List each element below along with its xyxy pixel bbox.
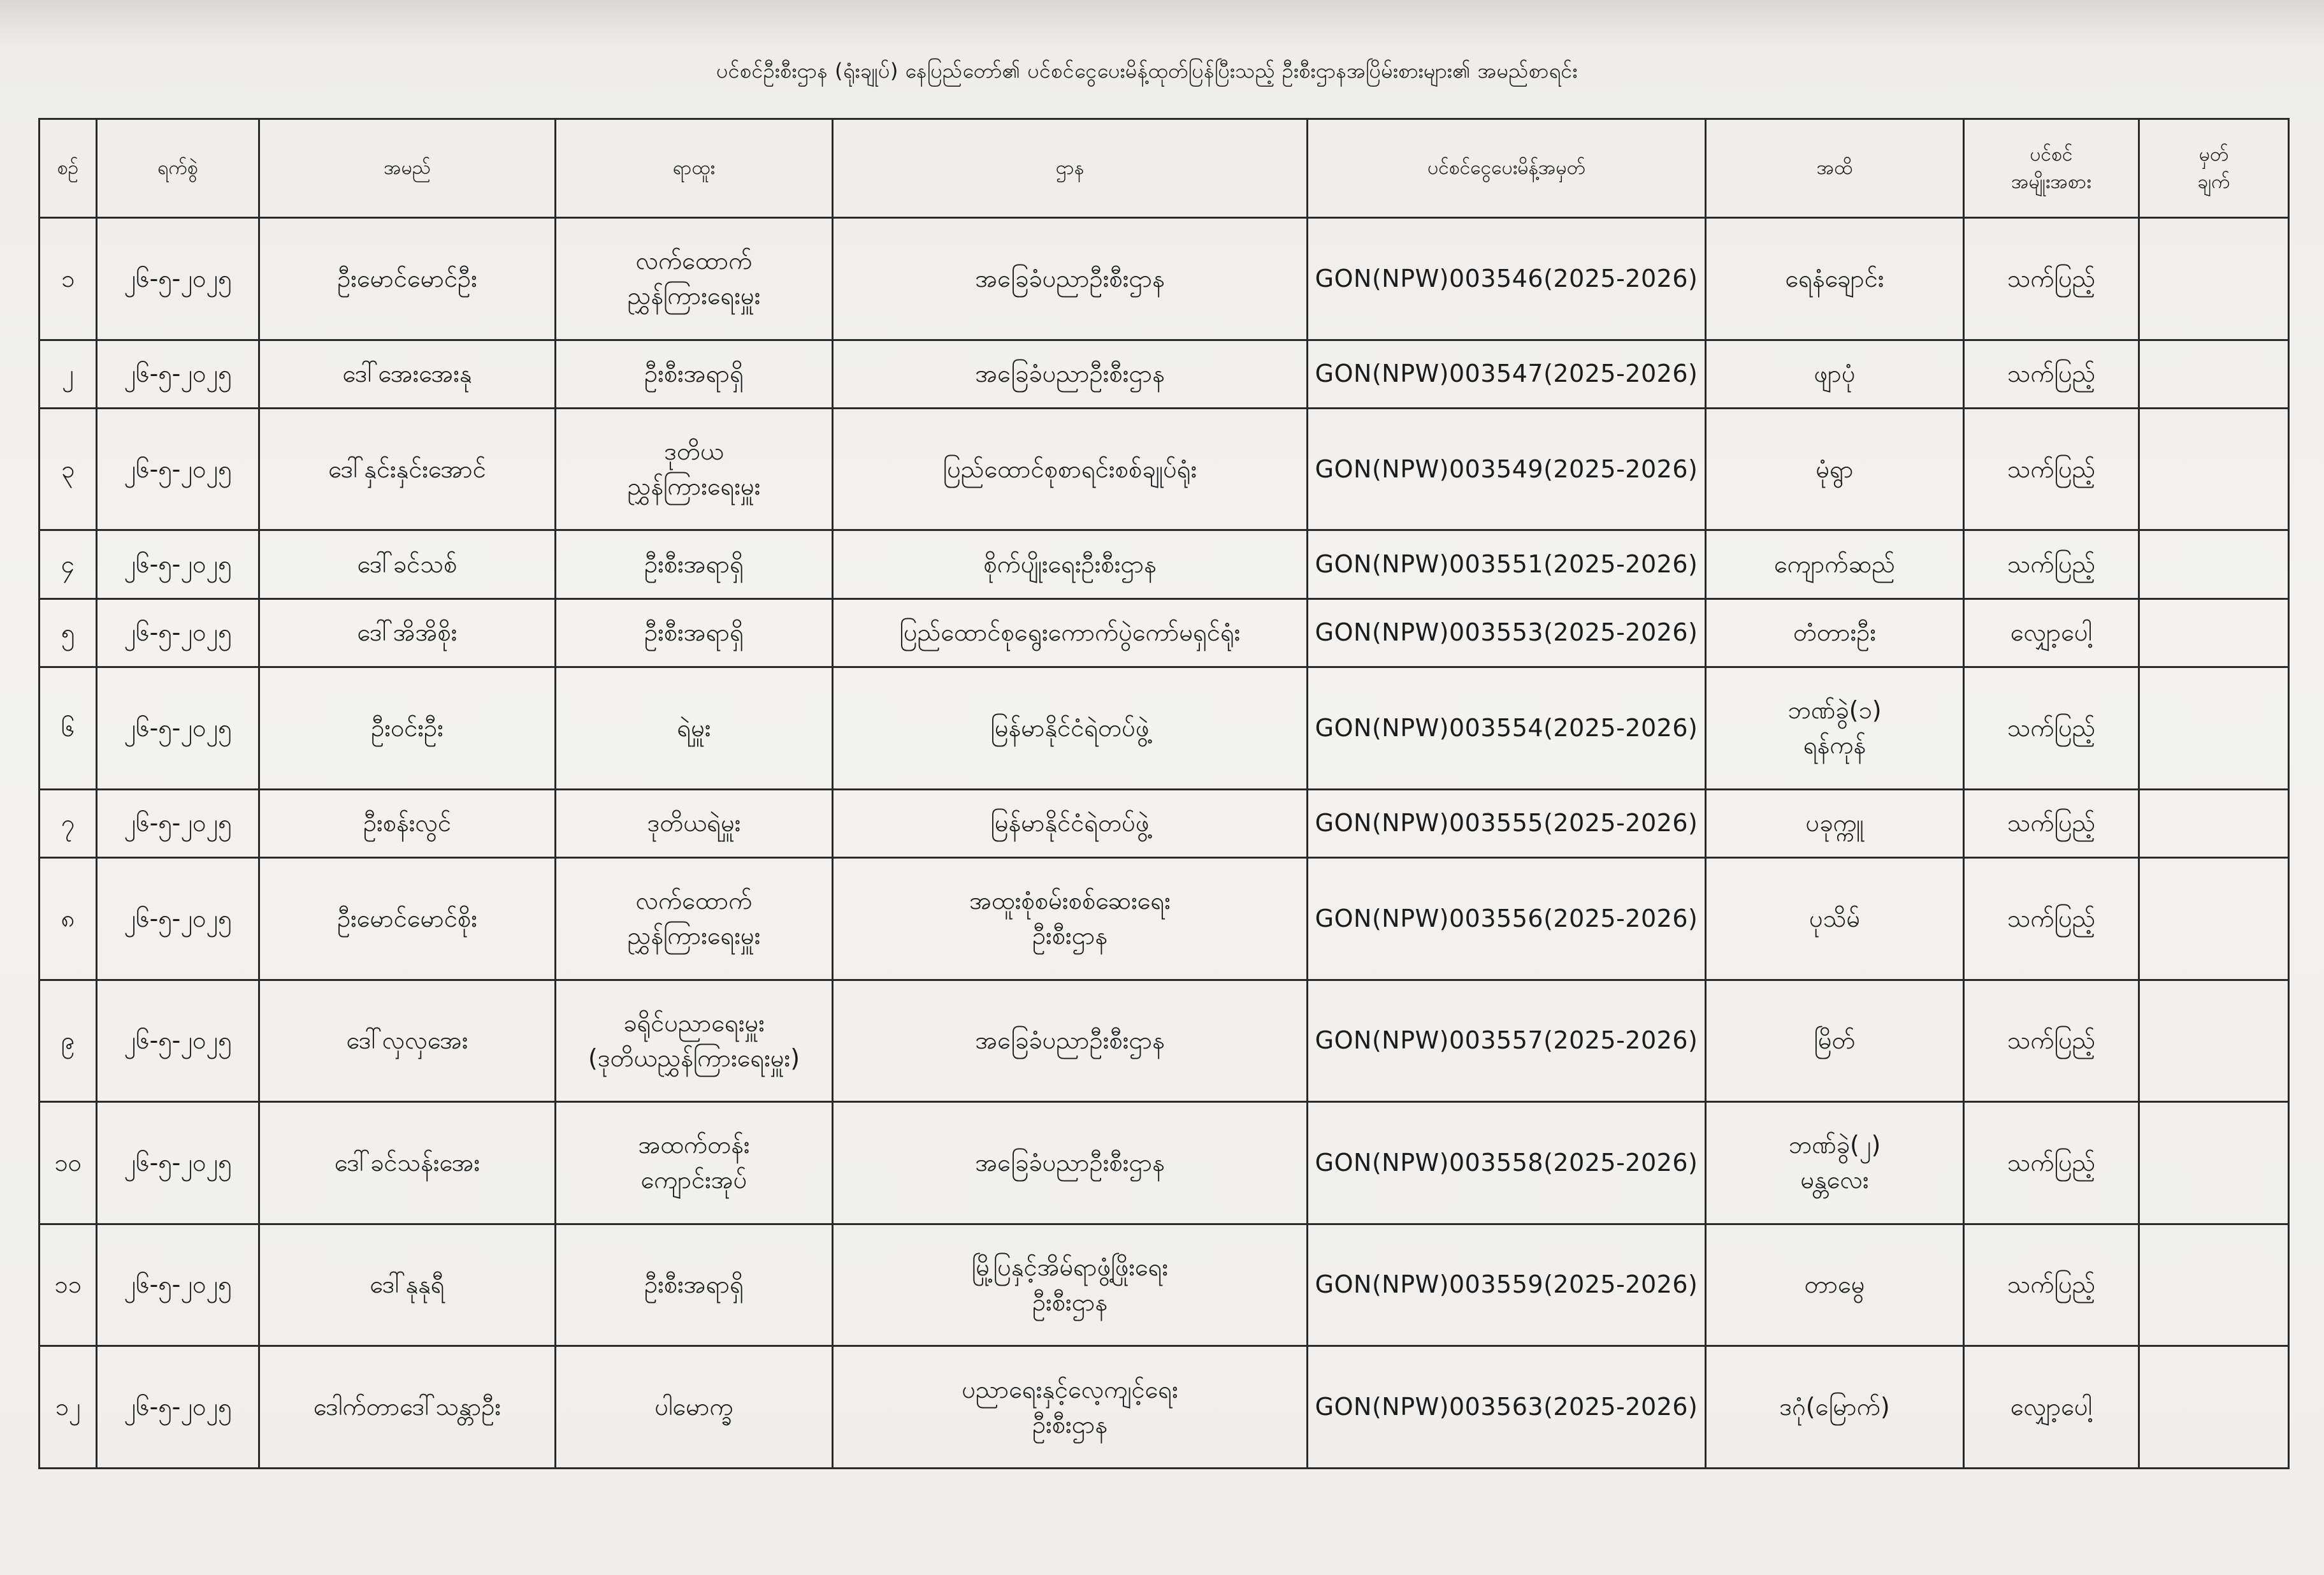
cell-order-ref-ref: GON(NPW)003556(2025-2026)	[1315, 904, 1698, 933]
cell-city	[1706, 857, 1964, 980]
cell-name-name: ဒေါ်နှင်းနှင်းအောင်	[328, 454, 486, 483]
cell-no	[40, 530, 97, 599]
cell-rank	[556, 1102, 833, 1224]
cell-name	[259, 789, 556, 857]
cell-rank-rank1: ဒုတိယ	[664, 437, 724, 466]
table-row	[40, 667, 2289, 790]
cell-pension-type	[1964, 1224, 2139, 1346]
cell-remark	[2139, 789, 2289, 857]
cell-name-name: ဒေါ်ခင်သစ်	[357, 550, 458, 579]
cell-no-no: ၉	[61, 1026, 75, 1055]
cell-pension-type	[1964, 789, 2139, 857]
cell-order-ref	[1308, 1346, 1706, 1469]
cell-rank	[556, 599, 833, 667]
cell-city	[1706, 340, 1964, 408]
header-remark	[2139, 119, 2289, 218]
cell-department	[833, 980, 1308, 1102]
cell-date-date: ၂၆-၅-၂၀၂၅	[124, 1270, 232, 1299]
cell-rank-rank1: ရဲမှူး	[677, 713, 711, 742]
cell-no-no: ၄	[61, 550, 75, 579]
cell-no	[40, 1102, 97, 1224]
cell-no	[40, 857, 97, 980]
cell-name	[259, 530, 556, 599]
cell-rank	[556, 789, 833, 857]
cell-no-no: ၂	[62, 359, 74, 388]
cell-rank-rank1: ဦးစီးအရာရှိ	[644, 618, 744, 647]
cell-department	[833, 1346, 1308, 1469]
cell-order-ref-ref: GON(NPW)003563(2025-2026)	[1315, 1393, 1698, 1421]
cell-department-dept1: အခြေခံပညာဦးစီးဌာန	[975, 1148, 1165, 1177]
cell-remark	[2139, 408, 2289, 530]
cell-pension-type-status: သက်ပြည့်	[2007, 713, 2096, 742]
cell-pension-type-status: သက်ပြည့်	[2007, 454, 2096, 483]
cell-no-no: ၆	[61, 713, 75, 742]
cell-city	[1706, 667, 1964, 790]
header-rank: ရာထူး	[556, 119, 833, 218]
cell-date-date: ၂၆-၅-၂၀၂၅	[124, 713, 232, 742]
cell-date	[97, 667, 259, 790]
cell-pension-type	[1964, 530, 2139, 599]
cell-order-ref	[1308, 857, 1706, 980]
cell-name-name: ဦးဝင်းဦး	[371, 713, 444, 742]
cell-rank-rank2: (ဒုတိယညွှန်ကြားရေးမှူး)	[588, 1043, 800, 1072]
cell-city-city2: မန္တလေး	[1800, 1166, 1869, 1194]
cell-name-name: ဦးမောင်မောင်ဦး	[337, 264, 477, 293]
cell-pension-type	[1964, 857, 2139, 980]
cell-date	[97, 789, 259, 857]
cell-remark	[2139, 530, 2289, 599]
cell-name-name: ဒေါ်လှလှအေး	[346, 1026, 468, 1055]
cell-city	[1706, 1102, 1964, 1224]
cell-no	[40, 1346, 97, 1469]
cell-name	[259, 340, 556, 408]
cell-no	[40, 789, 97, 857]
cell-pension-type-status: သက်ပြည့်	[2007, 809, 2096, 838]
cell-no-no: ၈	[61, 904, 75, 933]
cell-order-ref	[1308, 980, 1706, 1102]
cell-remark	[2139, 1346, 2289, 1469]
cell-remark	[2139, 218, 2289, 340]
cell-city	[1706, 599, 1964, 667]
cell-name-name: ဒေါက်တာဒေါ်သန္တာဦး	[313, 1393, 502, 1421]
header-remark-line1: မှတ်	[2198, 143, 2229, 166]
cell-city	[1706, 408, 1964, 530]
cell-order-ref-ref: GON(NPW)003555(2025-2026)	[1315, 809, 1698, 838]
table-row	[40, 1102, 2289, 1224]
cell-city-city1: ဖျာပုံ	[1814, 359, 1856, 388]
header-remark-line2: ချက်	[2197, 171, 2230, 193]
cell-pension-type-status: သက်ပြည့်	[2007, 550, 2096, 579]
cell-no	[40, 667, 97, 790]
cell-remark	[2139, 980, 2289, 1102]
header-city: အထိ	[1706, 119, 1964, 218]
cell-city	[1706, 789, 1964, 857]
cell-city-city1: ဘဏ်ခွဲ(၁)	[1787, 696, 1882, 725]
cell-order-ref-ref: GON(NPW)003549(2025-2026)	[1315, 454, 1698, 483]
cell-no	[40, 408, 97, 530]
cell-pension-type-status: သက်ပြည့်	[2007, 1270, 2096, 1299]
cell-date	[97, 857, 259, 980]
cell-rank-rank1: ပါမောက္ခ	[654, 1393, 733, 1421]
cell-rank-rank1: အထက်တန်း	[638, 1131, 750, 1159]
cell-no	[40, 599, 97, 667]
header-pension-type-line2: အမျိုးအစား	[2011, 171, 2091, 193]
cell-no	[40, 980, 97, 1102]
cell-date-date: ၂၆-၅-၂၀၂၅	[124, 1148, 232, 1177]
cell-department-dept1: ပညာရေးနှင့်လေ့ကျင့်ရေး	[962, 1375, 1178, 1404]
cell-order-ref	[1308, 1224, 1706, 1346]
cell-no-no: ၁	[61, 264, 75, 293]
cell-name-name: ဦးမောင်မောင်စိုး	[337, 904, 477, 933]
cell-order-ref-ref: GON(NPW)003558(2025-2026)	[1315, 1148, 1698, 1177]
cell-rank	[556, 218, 833, 340]
cell-rank	[556, 340, 833, 408]
cell-rank	[556, 1346, 833, 1469]
cell-name-name: ဒေါ်နုနုရီ	[370, 1270, 445, 1299]
cell-order-ref-ref: GON(NPW)003553(2025-2026)	[1315, 618, 1698, 647]
cell-date	[97, 340, 259, 408]
cell-pension-type	[1964, 980, 2139, 1102]
cell-date-date: ၂၆-၅-၂၀၂၅	[124, 1393, 232, 1421]
cell-name-name: ဒေါ်ခင်သန်းအေး	[334, 1148, 480, 1177]
cell-rank-rank1: ဦးစီးအရာရှိ	[644, 1270, 744, 1299]
table-row	[40, 340, 2289, 408]
cell-rank-rank2: ကျောင်းအုပ်	[640, 1166, 747, 1194]
cell-pension-type	[1964, 1102, 2139, 1224]
cell-department	[833, 857, 1308, 980]
cell-name	[259, 667, 556, 790]
cell-rank-rank1: ဦးစီးအရာရှိ	[644, 359, 744, 388]
cell-city	[1706, 218, 1964, 340]
cell-pension-type-status: သက်ပြည့်	[2007, 1026, 2096, 1055]
cell-pension-type-status: သက်ပြည့်	[2007, 1148, 2096, 1177]
cell-no	[40, 218, 97, 340]
cell-date-date: ၂၆-၅-၂၀၂၅	[124, 359, 232, 388]
cell-pension-type	[1964, 408, 2139, 530]
table-row	[40, 980, 2289, 1102]
cell-rank-rank2: ညွှန်ကြားရေးမှူး	[627, 472, 761, 501]
cell-order-ref	[1308, 599, 1706, 667]
cell-city-city1: တာမွေ	[1804, 1270, 1865, 1299]
cell-no-no: ၁၀	[54, 1148, 82, 1177]
cell-no-no: ၃	[61, 454, 75, 483]
cell-department-dept1: အခြေခံပညာဦးစီးဌာန	[975, 264, 1165, 293]
cell-no	[40, 1224, 97, 1346]
cell-name	[259, 218, 556, 340]
cell-pension-type	[1964, 667, 2139, 790]
cell-rank-rank2: ညွှန်ကြားရေးမှူး	[627, 922, 761, 950]
table-body	[40, 218, 2289, 1469]
cell-date	[97, 1224, 259, 1346]
table-header-row	[40, 119, 2289, 218]
cell-order-ref-ref: GON(NPW)003547(2025-2026)	[1315, 359, 1698, 388]
cell-order-ref-ref: GON(NPW)003551(2025-2026)	[1315, 550, 1698, 579]
cell-order-ref	[1308, 530, 1706, 599]
cell-order-ref-ref: GON(NPW)003546(2025-2026)	[1315, 264, 1698, 293]
cell-date-date: ၂၆-၅-၂၀၂၅	[124, 454, 232, 483]
cell-no-no: ၁၂	[55, 1393, 81, 1421]
cell-date-date: ၂၆-၅-၂၀၂၅	[124, 618, 232, 647]
cell-name	[259, 1346, 556, 1469]
cell-city-city1: ရေနံချောင်း	[1785, 264, 1884, 293]
cell-department-dept1: စိုက်ပျိုးရေးဦးစီးဌာန	[983, 550, 1157, 579]
cell-date-date: ၂၆-၅-၂၀၂၅	[124, 264, 232, 293]
cell-city	[1706, 1346, 1964, 1469]
cell-rank-rank1: ဦးစီးအရာရှိ	[644, 550, 744, 579]
document-title: ပင်စင်ဦးစီးဌာန (ရုံးချုပ်) နေပြည်တော်၏ ပင်စင်ငွေပေးမိန့်ထုတ်ပြန်ပြီးသည့် ဦးစီးဌာနအပြိမ်းစားများ၏ အမည်စာရင်း	[716, 59, 1578, 83]
cell-name-name: ဒေါ်အိအိစိုး	[357, 618, 458, 647]
cell-remark	[2139, 1224, 2289, 1346]
cell-no-no: ၇	[61, 809, 75, 838]
header-name: အမည်	[259, 119, 556, 218]
cell-order-ref	[1308, 1102, 1706, 1224]
cell-remark	[2139, 340, 2289, 408]
cell-city-city1: ပုသိမ်	[1808, 904, 1861, 933]
cell-city	[1706, 980, 1964, 1102]
cell-rank	[556, 530, 833, 599]
cell-rank	[556, 408, 833, 530]
cell-pension-type	[1964, 218, 2139, 340]
cell-date	[97, 1346, 259, 1469]
cell-date-date: ၂၆-၅-၂၀၂၅	[124, 809, 232, 838]
cell-department-dept2: ဦးစီးဌာန	[1032, 1288, 1108, 1316]
cell-date	[97, 1102, 259, 1224]
cell-department-dept2: ဦးစီးဌာန	[1032, 922, 1108, 950]
cell-date-date: ၂၆-၅-၂၀၂၅	[124, 1026, 232, 1055]
cell-name	[259, 408, 556, 530]
cell-date	[97, 980, 259, 1102]
cell-city-city1: ဒဂုံ(မြောက်)	[1779, 1393, 1890, 1421]
cell-department-dept2: ဦးစီးဌာန	[1032, 1410, 1108, 1439]
cell-pension-type-status: သက်ပြည့်	[2007, 264, 2096, 293]
cell-department	[833, 340, 1308, 408]
cell-name	[259, 1102, 556, 1224]
cell-department-dept1: အခြေခံပညာဦးစီးဌာန	[975, 1026, 1165, 1055]
cell-department-dept1: ပြည်ထောင်စုစာရင်းစစ်ချုပ်ရုံး	[942, 454, 1197, 483]
table-row	[40, 1224, 2289, 1346]
cell-remark	[2139, 857, 2289, 980]
cell-name	[259, 1224, 556, 1346]
cell-department	[833, 408, 1308, 530]
cell-city-city1: တံတားဦး	[1793, 618, 1876, 647]
cell-department	[833, 789, 1308, 857]
cell-date-date: ၂၆-၅-၂၀၂၅	[124, 550, 232, 579]
cell-order-ref	[1308, 667, 1706, 790]
cell-department	[833, 1224, 1308, 1346]
cell-rank-rank1: ခရိုင်ပညာရေးမှူး	[623, 1008, 765, 1037]
cell-date	[97, 218, 259, 340]
cell-pension-type	[1964, 599, 2139, 667]
cell-name	[259, 599, 556, 667]
cell-department	[833, 530, 1308, 599]
cell-order-ref-ref: GON(NPW)003557(2025-2026)	[1315, 1026, 1698, 1055]
cell-rank-rank1: လက်ထောက်	[635, 887, 753, 915]
table-row	[40, 599, 2289, 667]
cell-no-no: ၅	[61, 618, 75, 647]
cell-pension-type-status: သက်ပြည့်	[2007, 904, 2096, 933]
cell-rank-rank1: ဒုတိယရဲမှူး	[647, 809, 741, 838]
table-row	[40, 789, 2289, 857]
cell-city-city1: ကျောက်ဆည်	[1773, 550, 1896, 579]
cell-department	[833, 1102, 1308, 1224]
table-row	[40, 530, 2289, 599]
cell-order-ref-ref: GON(NPW)003554(2025-2026)	[1315, 713, 1698, 742]
header-pension-type-line1: ပင်စင်	[2030, 143, 2073, 166]
header-department: ဌာန	[833, 119, 1308, 218]
table-row	[40, 408, 2289, 530]
header-order-ref: ပင်စင်ငွေပေးမိန့်အမှတ်	[1308, 119, 1706, 218]
cell-city	[1706, 530, 1964, 599]
cell-date	[97, 530, 259, 599]
cell-remark	[2139, 1102, 2289, 1224]
cell-department-dept1: အထူးစုံစမ်းစစ်ဆေးရေး	[969, 887, 1171, 915]
pension-roster-table	[38, 118, 2290, 1469]
cell-order-ref-ref: GON(NPW)003559(2025-2026)	[1315, 1270, 1698, 1299]
cell-no-no: ၁၁	[54, 1270, 82, 1299]
cell-department	[833, 218, 1308, 340]
cell-pension-type	[1964, 340, 2139, 408]
cell-city-city1: ပခုက္ကူ	[1805, 809, 1864, 838]
cell-rank	[556, 980, 833, 1102]
cell-department-dept1: မြို့ပြနှင့်အိမ်ရာဖွံ့ဖြိုးရေး	[971, 1252, 1169, 1281]
cell-date-date: ၂၆-၅-၂၀၂၅	[124, 904, 232, 933]
cell-city-city1: မုံရွာ	[1815, 454, 1854, 483]
cell-pension-type-status: လျှော့ပေါ့	[2010, 1393, 2093, 1421]
cell-rank	[556, 857, 833, 980]
cell-rank	[556, 667, 833, 790]
cell-pension-type	[1964, 1346, 2139, 1469]
cell-remark	[2139, 667, 2289, 790]
cell-name	[259, 857, 556, 980]
cell-city-city1: မြိတ်	[1814, 1026, 1856, 1055]
cell-department-dept1: မြန်မာနိုင်ငံရဲတပ်ဖွဲ့	[990, 713, 1150, 742]
cell-department-dept1: အခြေခံပညာဦးစီးဌာန	[975, 359, 1165, 388]
table-row	[40, 857, 2289, 980]
cell-name	[259, 980, 556, 1102]
cell-date	[97, 599, 259, 667]
cell-order-ref	[1308, 218, 1706, 340]
cell-order-ref	[1308, 789, 1706, 857]
cell-city	[1706, 1224, 1964, 1346]
header-date: ရက်စွဲ	[97, 119, 259, 218]
cell-remark	[2139, 599, 2289, 667]
table-row	[40, 218, 2289, 340]
cell-city-city2: ရန်ကုန်	[1803, 731, 1866, 760]
cell-rank-rank1: လက်ထောက်	[635, 247, 753, 275]
cell-department-dept1: ပြည်ထောင်စုရွေးကောက်ပွဲကော်မရှင်ရုံး	[899, 618, 1241, 647]
cell-name-name: ဒေါ်အေးအေးနု	[342, 359, 472, 388]
header-no: စဉ်	[40, 119, 97, 218]
cell-date	[97, 408, 259, 530]
cell-order-ref	[1308, 340, 1706, 408]
cell-department	[833, 667, 1308, 790]
cell-no	[40, 340, 97, 408]
cell-city-city1: ဘဏ်ခွဲ(၂)	[1788, 1131, 1881, 1159]
cell-department	[833, 599, 1308, 667]
cell-order-ref	[1308, 408, 1706, 530]
table-row	[40, 1346, 2289, 1469]
cell-pension-type-status: လျှော့ပေါ့	[2010, 618, 2093, 647]
cell-name-name: ဦးစန်းလွင်	[363, 809, 452, 838]
header-pension-type	[1964, 119, 2139, 218]
cell-rank	[556, 1224, 833, 1346]
cell-pension-type-status: သက်ပြည့်	[2007, 359, 2096, 388]
cell-rank-rank2: ညွှန်ကြားရေးမှူး	[627, 282, 761, 310]
cell-department-dept1: မြန်မာနိုင်ငံရဲတပ်ဖွဲ့	[990, 809, 1150, 838]
